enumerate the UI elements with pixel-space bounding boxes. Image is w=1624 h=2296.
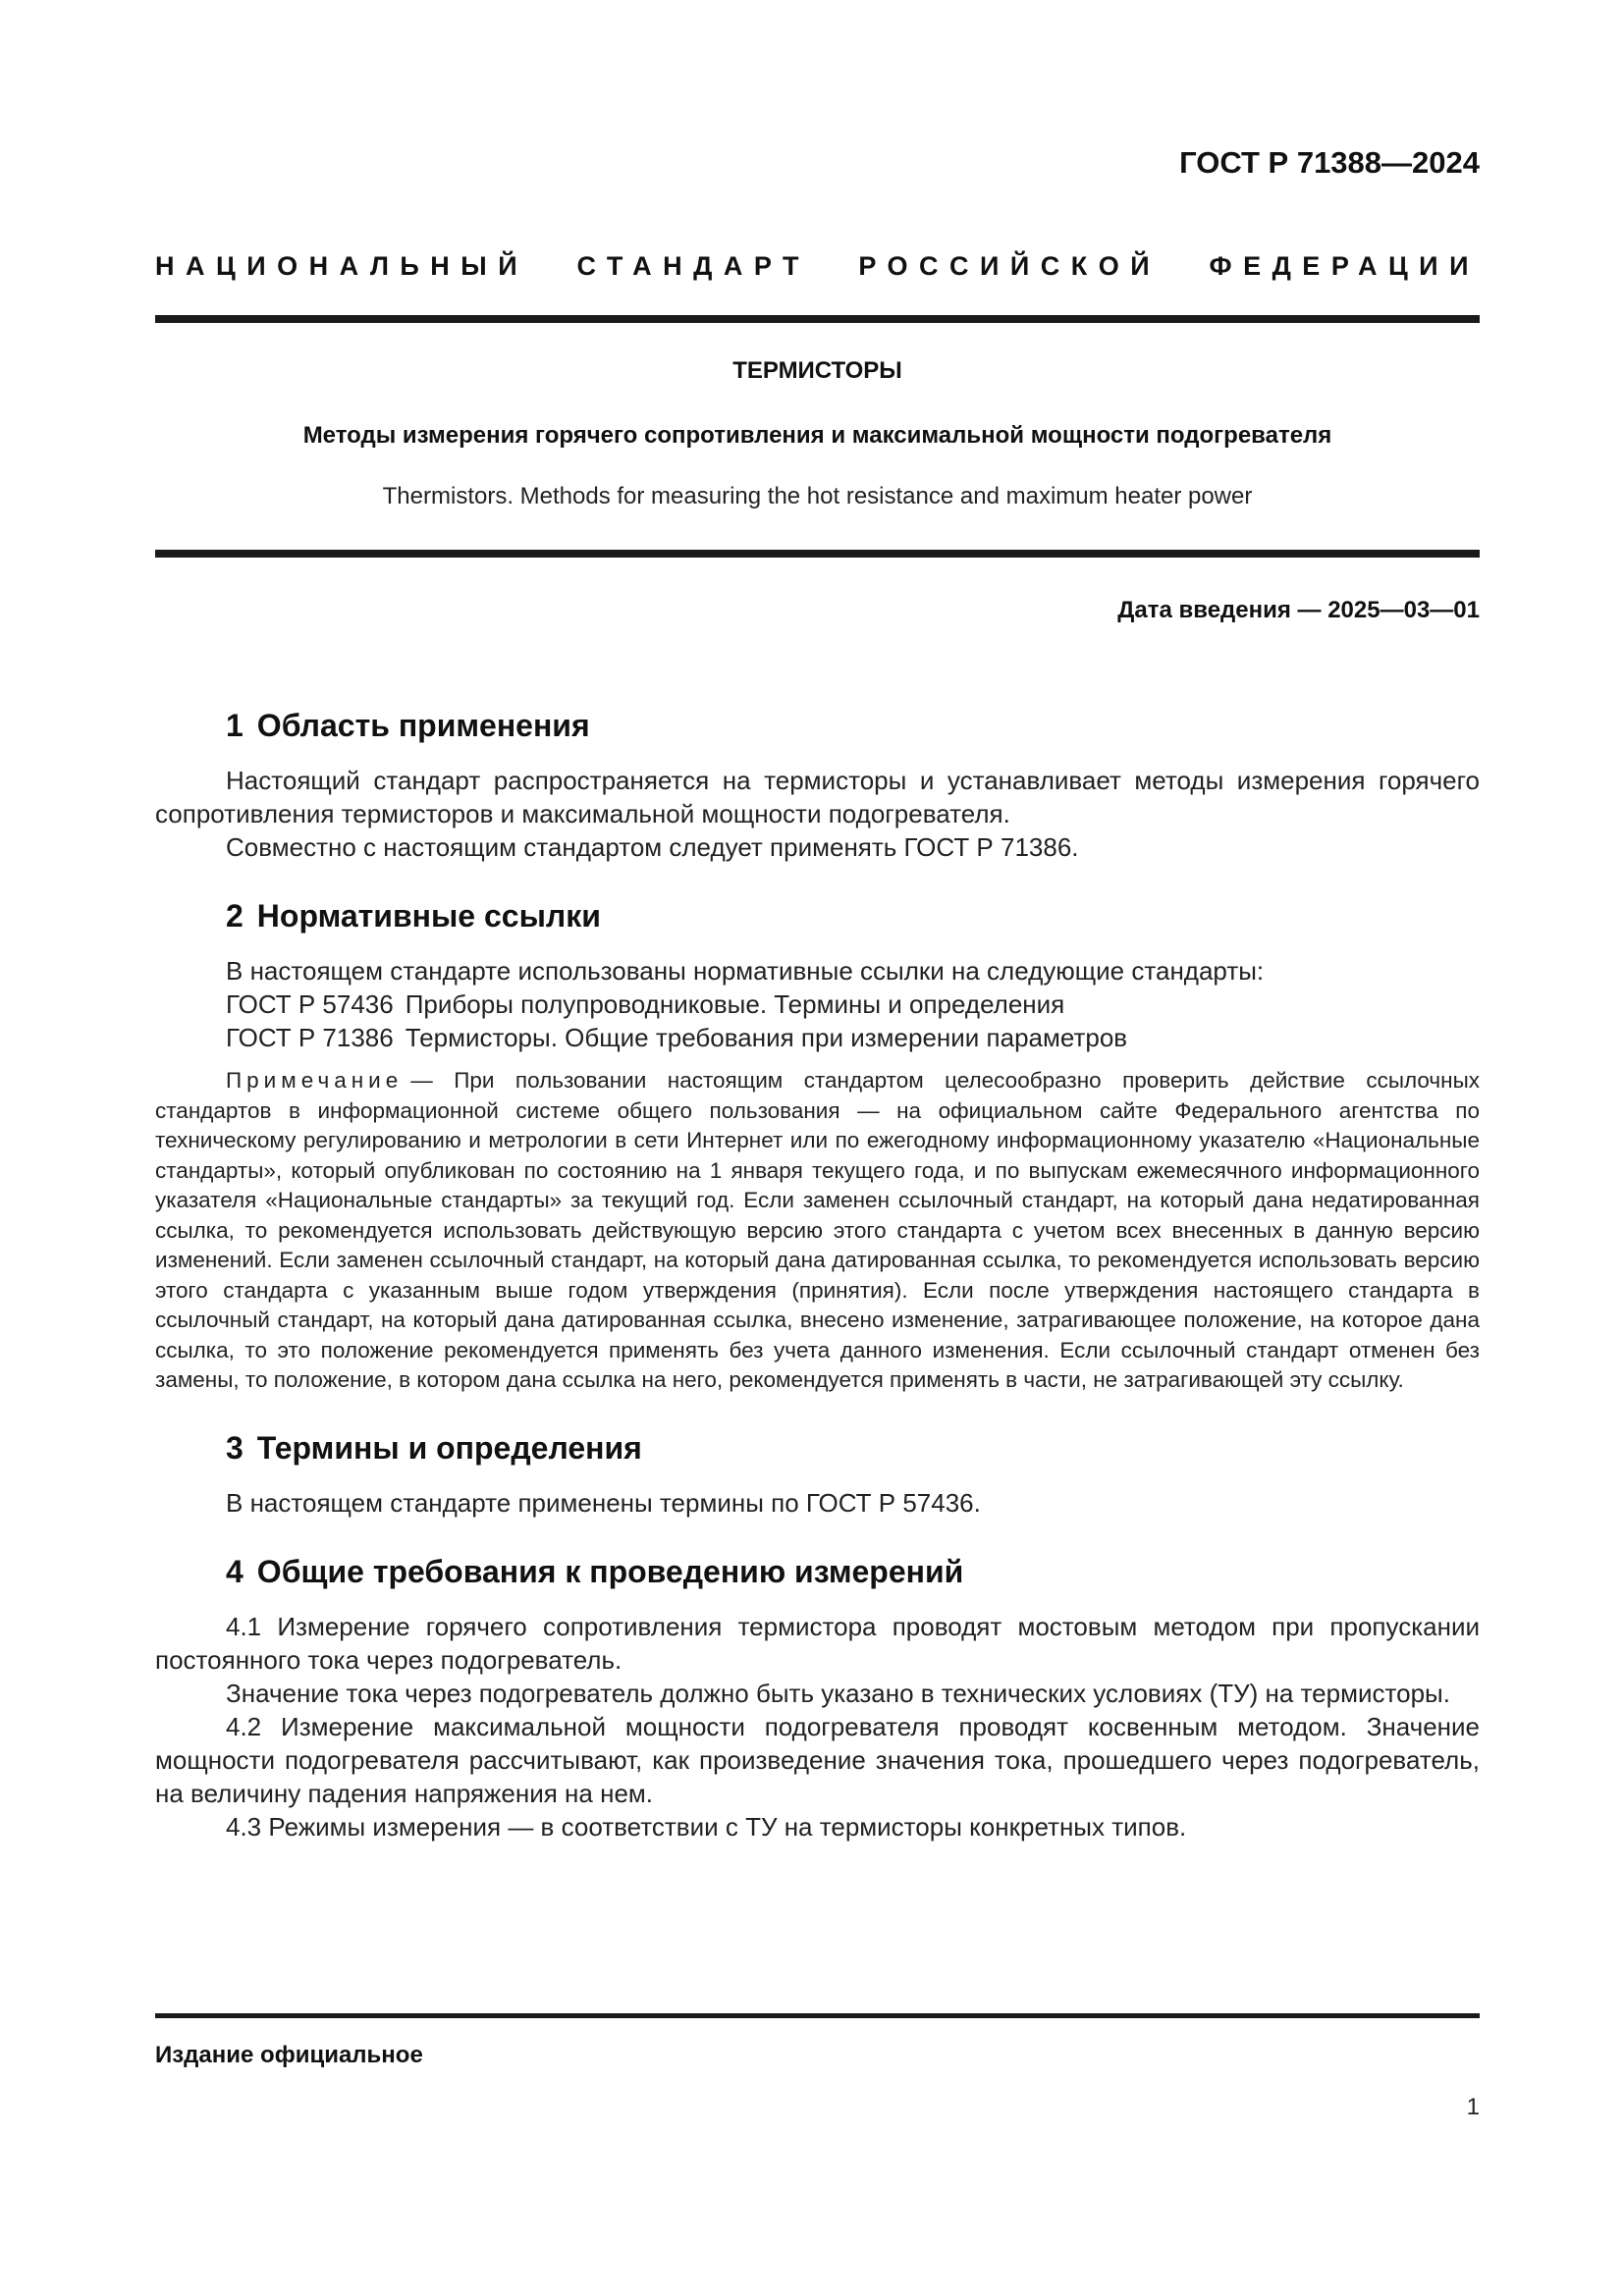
note-label: Примечание: [226, 1068, 404, 1093]
document-page: [155, 0, 1480, 2296]
section-number: 1: [226, 708, 244, 743]
paragraph: В настоящем стандарте применены термины по ГОСТ Р 57436.: [226, 1487, 981, 1518]
document-title: ТЕРМИСТОРЫ: [732, 357, 902, 384]
section-heading: [226, 1549, 1480, 1594]
section-title: Термины и определения: [256, 1429, 642, 1466]
section-general-requirements: [155, 1549, 1480, 1843]
english-title: Thermistors. Methods for measuring the hot resistance and maximum heater power: [382, 483, 1253, 509]
document-subtitle: Методы измерения горячего сопротивления и максимальной мощности подогревателя: [302, 422, 1332, 449]
reference-title: Термисторы. Общие требования при измерении параметров: [405, 1023, 1128, 1052]
paragraph: 4.1 Измерение горячего сопротивления термистора проводят мостовым методом при пропускании постоянного тока через подогреватель.: [155, 1611, 1480, 1675]
section-title: Нормативные ссылки: [256, 898, 601, 934]
footer-rule: [155, 2013, 1480, 2018]
document-body: [155, 703, 1480, 1873]
paragraph: В настоящем стандарте использованы нормативные ссылки на следующие стандарты:: [226, 956, 1265, 986]
paragraph: 4.3 Режимы измерения — в соответствии с ТУ на термисторы конкретных типов.: [226, 1811, 1187, 1842]
section-number: 3: [226, 1429, 244, 1466]
title-rule: [155, 550, 1480, 558]
section-number: 4: [226, 1553, 244, 1589]
section-heading: [226, 1425, 1480, 1470]
section-number: 2: [226, 898, 244, 934]
reference-title: Приборы полупроводниковые. Термины и определения: [405, 989, 1065, 1019]
document-code: ГОСТ Р 71388—2024: [1179, 145, 1480, 180]
note: [155, 1066, 1480, 1396]
note-text: — При пользовании настоящим стандартом целесообразно проверить действие ссылочных стандартов в информационной системе общего пользования — на официальном сайте Федерального агентства по техническому регулированию и метрологии в сети Интернет или по ежегодному информационному указателю «Национальные стандарты», который опубликован по состоянию на 1 января текущего года, и по выпускам ежемесячного информационного указателя «Национальные стандарты» за текущий год. Если заменен ссылочный стандарт, на который дана недатированная ссылка, то рекомендуется использовать действующую версию этого стандарта с учетом всех внесенных в данную версию изменений. Если заменен ссылочный стандарт, на который дана датированная ссылка, то рекомендуется использовать версию этого стандарта с указанным выше годом утверждения (принятия). Если после утверждения настоящего стандарта в ссылочный стандарт, на который дана датированная ссылка, внесено изменение, затрагивающее положение, на которое дана ссылка, то это положение рекомендуется применять без учета данного изменения. Если ссылочный стандарт отменен без замены, то положение, в котором дана ссылка на него, рекомендуется применять в части, не затрагивающей эту ссылку.: [155, 1068, 1480, 1392]
reference-code: ГОСТ Р 71386: [226, 1023, 394, 1052]
national-standard-banner: НАЦИОНАЛЬНЫЙ СТАНДАРТ РОССИЙСКОЙ ФЕДЕРАЦИИ: [155, 251, 1480, 281]
reference-item: [226, 1021, 1480, 1054]
page-number: 1: [1466, 2094, 1480, 2120]
paragraph: Совместно с настоящим стандартом следует применять ГОСТ Р 71386.: [226, 832, 1079, 862]
section-heading: [226, 703, 1480, 748]
section-terms: [155, 1425, 1480, 1520]
section-scope: [155, 703, 1480, 864]
section-title: Общие требования к проведению измерений: [256, 1553, 964, 1589]
paragraph: 4.2 Измерение максимальной мощности подогревателя проводят косвенным методом. Значение мощности подогревателя рассчитывают, как произведение значения тока, прошедшего через подогреватель, на величину падения напряжения на нем.: [155, 1711, 1480, 1808]
section-title: Область применения: [256, 708, 590, 743]
paragraph: Значение тока через подогреватель должно быть указано в технических условиях (ТУ) на термисторы.: [226, 1678, 1450, 1708]
section-normative-references: [155, 893, 1480, 1396]
section-heading: [226, 893, 1480, 938]
reference-code: ГОСТ Р 57436: [226, 989, 394, 1019]
introduction-date: Дата введения — 2025—03—01: [1117, 597, 1480, 623]
top-rule: [155, 315, 1480, 323]
reference-item: [226, 988, 1480, 1021]
official-edition-label: Издание официальное: [155, 2042, 423, 2068]
paragraph: Настоящий стандарт распространяется на термисторы и устанавливает методы измерения горячего сопротивления термисторов и максимальной мощности подогревателя.: [155, 766, 1480, 828]
